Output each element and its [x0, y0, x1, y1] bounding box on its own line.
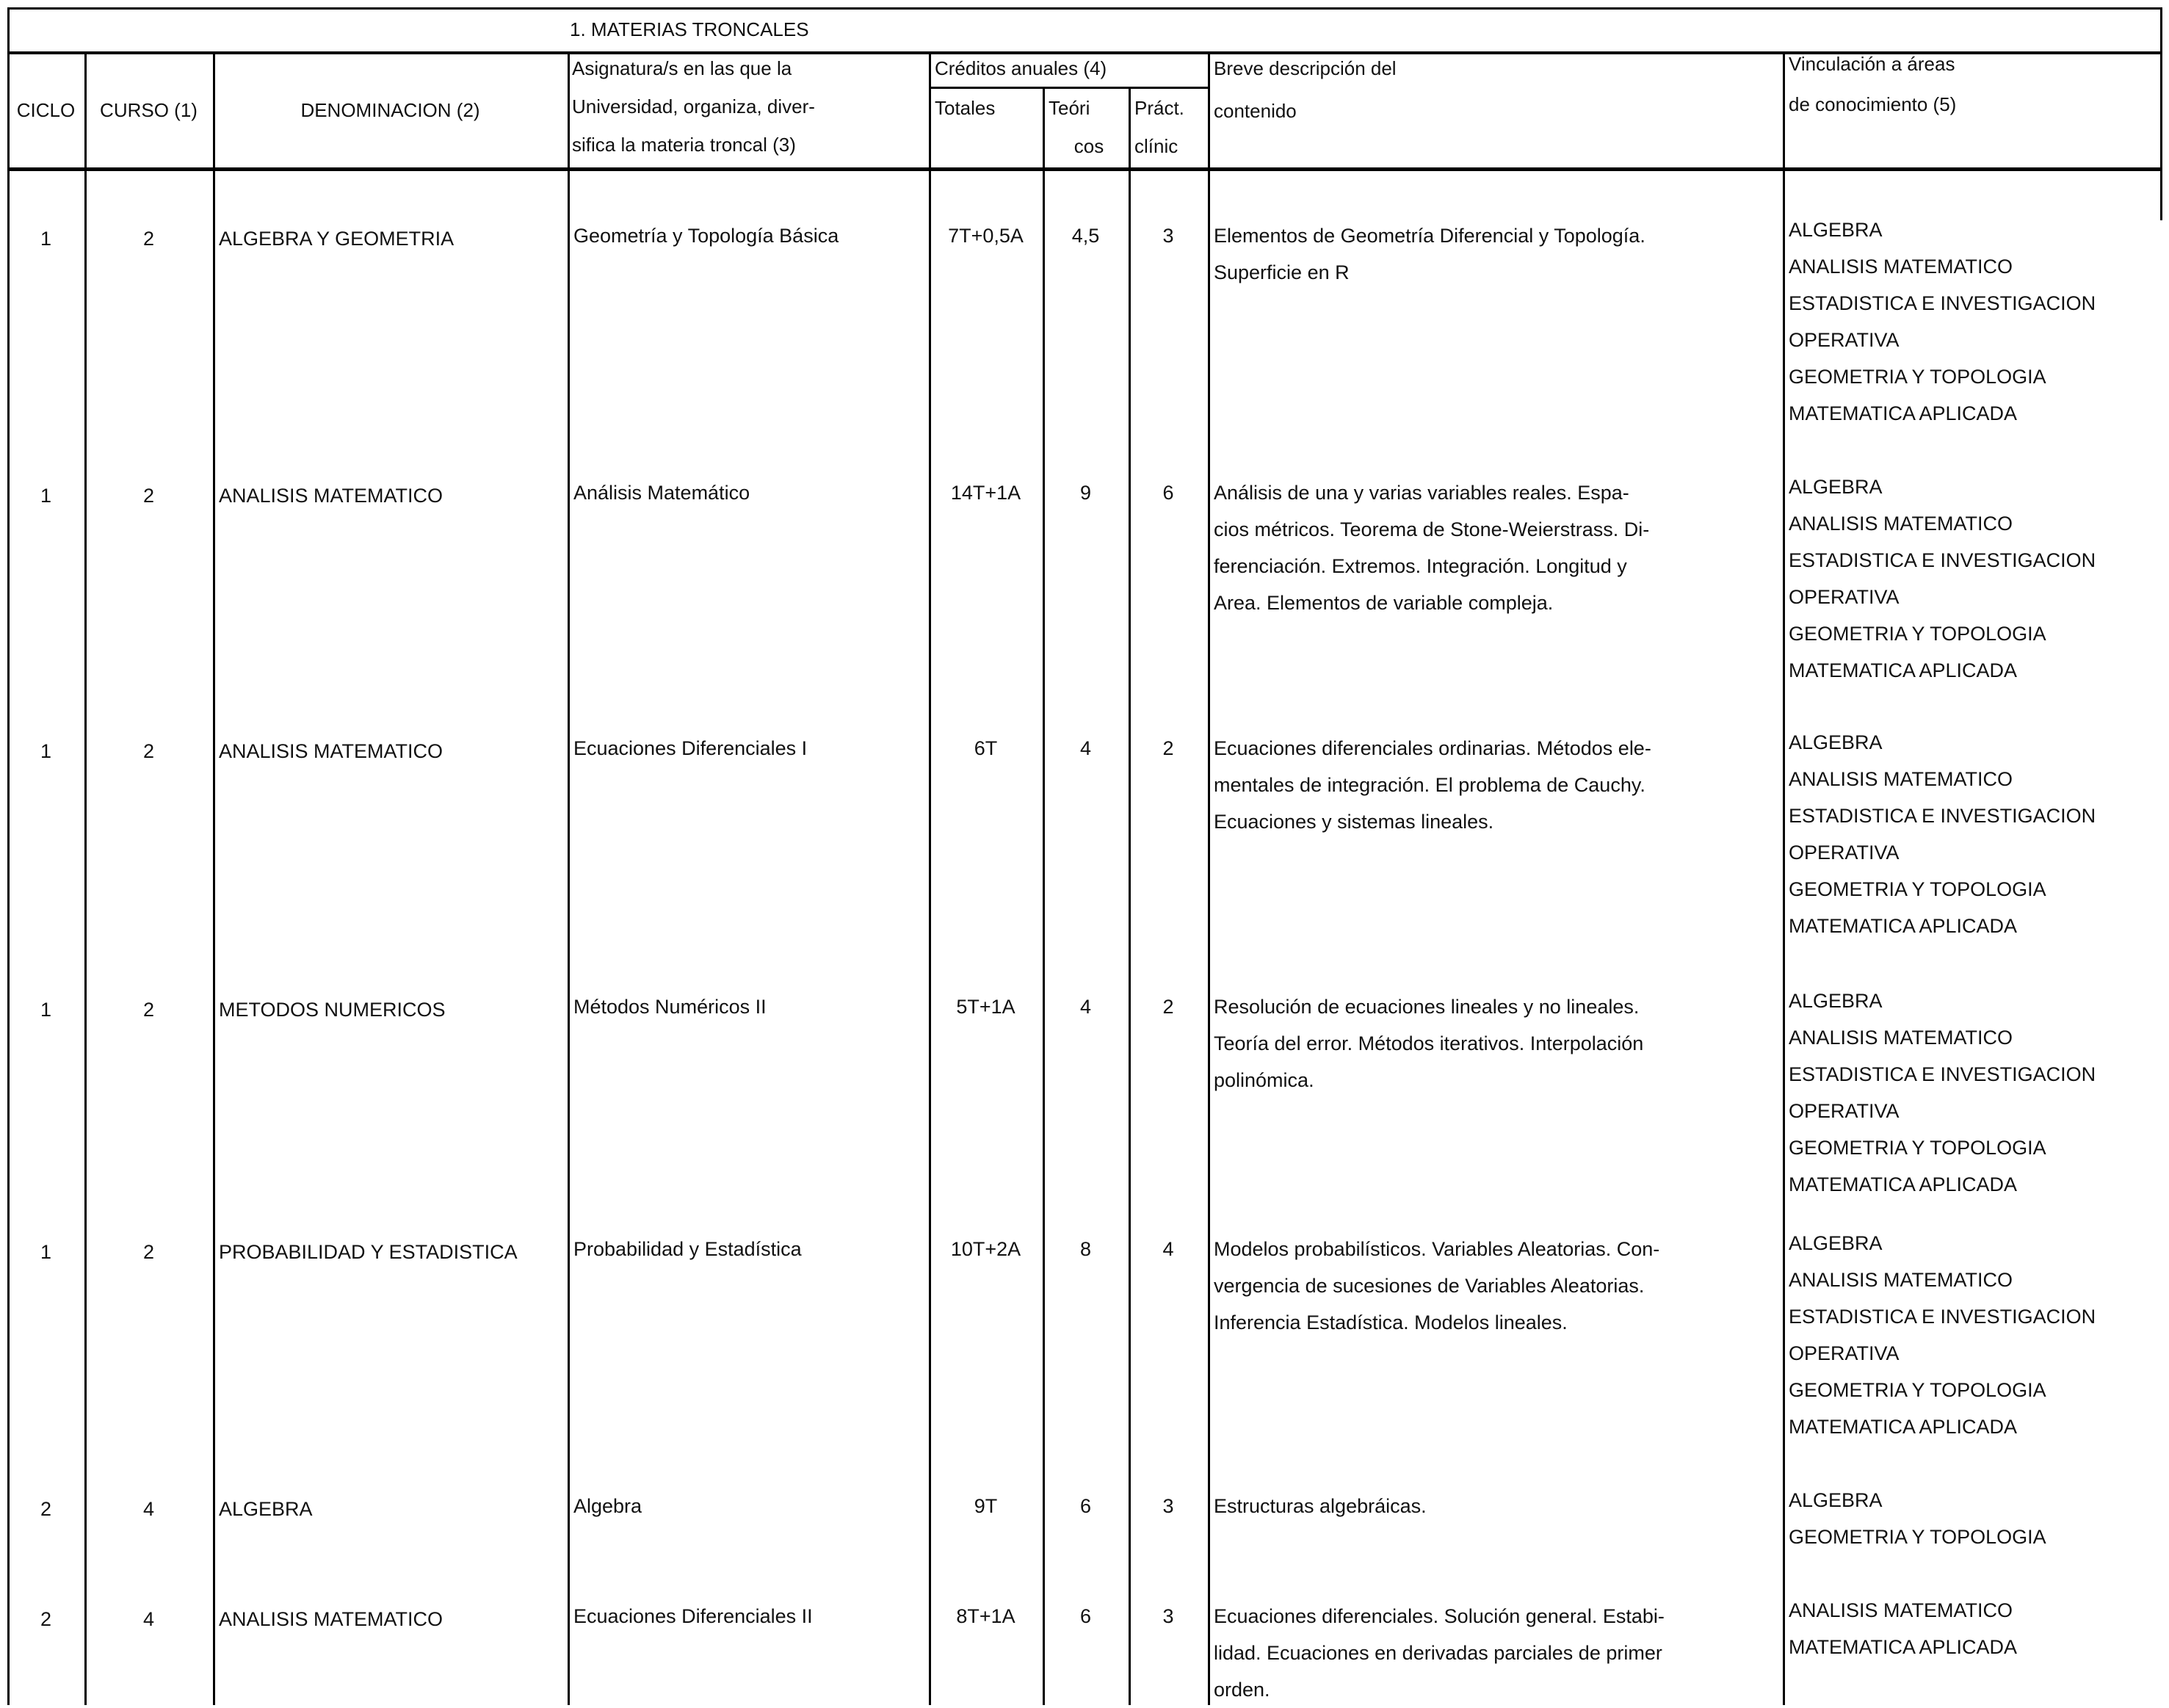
cell-curso: 4: [142, 1608, 155, 1630]
cell-ciclo: 1: [40, 999, 52, 1021]
header-denominacion: DENOMINACION (2): [300, 99, 480, 121]
cell-area-item: ANALISIS MATEMATICO: [1789, 513, 2013, 535]
cell-area-item: ANALISIS MATEMATICO: [1789, 1269, 2013, 1291]
cell-descripcion-line: Ecuaciones diferenciales. Solución general. Estabi-: [1214, 1605, 1665, 1627]
cell-curso: 2: [142, 740, 155, 762]
cell-ciclo: 2: [40, 1498, 52, 1520]
cell-curso: 2: [142, 999, 155, 1021]
header-vinculacion-line: Vinculación a áreas: [1789, 53, 1955, 75]
cell-descripcion-line: Modelos probabilísticos. Variables Aleatorias. Con-: [1214, 1238, 1660, 1260]
credits-subheader-rule: [929, 87, 1208, 89]
cell-area-item: GEOMETRIA Y TOPOLOGIA: [1789, 1379, 2046, 1401]
cell-totales: 7T+0,5A: [948, 225, 1024, 247]
cell-practicos: 2: [1162, 737, 1174, 759]
cell-area-item: ESTADISTICA E INVESTIGACION: [1789, 805, 2096, 827]
cell-teoricos: 6: [1079, 1495, 1092, 1517]
cell-area-item: ANALISIS MATEMATICO: [1789, 1027, 2013, 1049]
cell-totales: 8T+1A: [956, 1605, 1015, 1627]
col-sep-totales: [1043, 87, 1045, 1705]
header-asignatura-line: sifica la materia troncal (3): [572, 134, 796, 156]
cell-area-item: ALGEBRA: [1789, 1232, 1883, 1254]
col-sep-teoricos: [1129, 87, 1131, 1705]
cell-asignatura: Análisis Matemático: [573, 482, 750, 504]
cell-area-item: ESTADISTICA E INVESTIGACION: [1789, 1306, 2096, 1328]
cell-descripcion-line: Ecuaciones y sistemas lineales.: [1214, 811, 1494, 833]
cell-descripcion-line: Superficie en R: [1214, 261, 1350, 283]
cell-descripcion-line: lidad. Ecuaciones en derivadas parciales de primer: [1214, 1642, 1662, 1664]
col-sep-asignatura: [929, 51, 931, 1705]
cell-curso: 4: [142, 1498, 155, 1520]
header-totales: Totales: [935, 97, 996, 119]
cell-practicos: 2: [1162, 996, 1174, 1018]
cell-totales: 9T: [974, 1495, 998, 1517]
cell-area-item: OPERATIVA: [1789, 842, 1900, 864]
cell-teoricos: 6: [1079, 1605, 1092, 1627]
cell-area-item: ALGEBRA: [1789, 476, 1883, 498]
cell-area-item: MATEMATICA APLICADA: [1789, 402, 2018, 424]
cell-descripcion-line: Estructuras algebráicas.: [1214, 1495, 1427, 1517]
cell-descripcion-line: polinómica.: [1214, 1069, 1314, 1091]
cell-descripcion-line: Elementos de Geometría Diferencial y Topología.: [1214, 225, 1645, 247]
cell-area-item: ANALISIS MATEMATICO: [1789, 256, 2013, 278]
table-left-border: [7, 7, 10, 1705]
cell-teoricos: 9: [1079, 482, 1092, 504]
header-asignatura-line: Asignatura/s en las que la: [572, 57, 792, 79]
cell-ciclo: 1: [40, 1241, 52, 1263]
cell-descripcion-line: Ecuaciones diferenciales ordinarias. Métodos ele-: [1214, 737, 1651, 759]
section-title: 1. MATERIAS TRONCALES: [570, 18, 809, 40]
cell-practicos: 3: [1162, 225, 1174, 247]
cell-curso: 2: [142, 485, 155, 507]
cell-area-item: MATEMATICA APLICADA: [1789, 1636, 2018, 1658]
header-descripcion-line: contenido: [1214, 100, 1297, 122]
cell-denominacion: ANALISIS MATEMATICO: [219, 1608, 443, 1630]
cell-area-item: ESTADISTICA E INVESTIGACION: [1789, 1063, 2096, 1085]
cell-descripcion-line: vergencia de sucesiones de Variables Aleatorias.: [1214, 1275, 1645, 1297]
cell-teoricos: 4: [1079, 737, 1092, 759]
cell-practicos: 6: [1162, 482, 1174, 504]
header-vinculacion-line: de conocimiento (5): [1789, 93, 1957, 115]
cell-ciclo: 1: [40, 228, 52, 250]
header-separator: [7, 167, 2160, 171]
cell-area-item: GEOMETRIA Y TOPOLOGIA: [1789, 1526, 2046, 1548]
col-sep-denominacion: [568, 51, 570, 1705]
cell-practicos: 4: [1162, 1238, 1174, 1260]
cell-curso: 2: [142, 228, 155, 250]
cell-denominacion: ALGEBRA: [219, 1498, 313, 1520]
table-top-border: [7, 7, 2160, 10]
header-creditos: Créditos anuales (4): [935, 57, 1107, 79]
header-practicos-line: Práct.: [1134, 97, 1184, 119]
col-sep-practicos: [1208, 51, 1210, 1705]
cell-descripcion-line: Análisis de una y varias variables reales. Espa-: [1214, 482, 1629, 504]
col-sep-ciclo: [84, 51, 87, 1705]
cell-area-item: ANALISIS MATEMATICO: [1789, 1599, 2013, 1621]
cell-area-item: ALGEBRA: [1789, 1489, 1883, 1511]
cell-asignatura: Algebra: [573, 1495, 642, 1517]
cell-area-item: ALGEBRA: [1789, 990, 1883, 1012]
cell-totales: 6T: [974, 737, 998, 759]
cell-totales: 5T+1A: [956, 996, 1015, 1018]
cell-area-item: MATEMATICA APLICADA: [1789, 659, 2018, 681]
header-teoricos-line: cos: [1073, 135, 1104, 157]
cell-totales: 14T+1A: [950, 482, 1021, 504]
cell-denominacion: PROBABILIDAD Y ESTADISTICA: [219, 1241, 518, 1263]
cell-area-item: OPERATIVA: [1789, 586, 1900, 608]
header-ciclo: CICLO: [16, 99, 76, 121]
cell-curso: 2: [142, 1241, 155, 1263]
cell-area-item: GEOMETRIA Y TOPOLOGIA: [1789, 878, 2046, 900]
header-asignatura-line: Universidad, organiza, diver-: [572, 95, 815, 117]
cell-practicos: 3: [1162, 1495, 1174, 1517]
col-sep-descripcion: [1783, 51, 1785, 1705]
cell-asignatura: Métodos Numéricos II: [573, 996, 767, 1018]
cell-area-item: ALGEBRA: [1789, 219, 1883, 241]
cell-totales: 10T+2A: [950, 1238, 1021, 1260]
cell-descripcion-line: Teoría del error. Métodos iterativos. Interpolación: [1214, 1032, 1644, 1054]
cell-area-item: OPERATIVA: [1789, 329, 1900, 351]
cell-area-item: ESTADISTICA E INVESTIGACION: [1789, 549, 2096, 571]
cell-practicos: 3: [1162, 1605, 1174, 1627]
header-descripcion-line: Breve descripción del: [1214, 57, 1397, 79]
cell-denominacion: ANALISIS MATEMATICO: [219, 485, 443, 507]
cell-area-item: MATEMATICA APLICADA: [1789, 1173, 2018, 1195]
cell-area-item: GEOMETRIA Y TOPOLOGIA: [1789, 623, 2046, 645]
header-teoricos-line: Teóri: [1049, 97, 1090, 119]
col-sep-curso: [213, 51, 215, 1705]
cell-descripcion-line: Inferencia Estadística. Modelos lineales.: [1214, 1311, 1568, 1334]
cell-area-item: GEOMETRIA Y TOPOLOGIA: [1789, 1137, 2046, 1159]
cell-area-item: MATEMATICA APLICADA: [1789, 915, 2018, 937]
cell-ciclo: 2: [40, 1608, 52, 1630]
cell-descripcion-line: Area. Elementos de variable compleja.: [1214, 592, 1554, 614]
cell-area-item: ESTADISTICA E INVESTIGACION: [1789, 292, 2096, 314]
cell-asignatura: Ecuaciones Diferenciales I: [573, 737, 808, 759]
cell-descripcion-line: Resolución de ecuaciones lineales y no lineales.: [1214, 996, 1640, 1018]
header-curso: CURSO (1): [100, 99, 198, 121]
cell-descripcion-line: cios métricos. Teorema de Stone-Weierstrass. Di-: [1214, 518, 1650, 540]
cell-descripcion-line: ferenciación. Extremos. Integración. Longitud y: [1214, 555, 1627, 577]
cell-asignatura: Ecuaciones Diferenciales II: [573, 1605, 813, 1627]
cell-area-item: GEOMETRIA Y TOPOLOGIA: [1789, 366, 2046, 388]
cell-area-item: ALGEBRA: [1789, 731, 1883, 753]
cell-denominacion: ALGEBRA Y GEOMETRIA: [219, 228, 455, 250]
cell-area-item: OPERATIVA: [1789, 1100, 1900, 1122]
cell-teoricos: 4: [1079, 996, 1092, 1018]
table-right-border: [2160, 7, 2162, 220]
cell-area-item: MATEMATICA APLICADA: [1789, 1416, 2018, 1438]
cell-descripcion-line: orden.: [1214, 1679, 1270, 1701]
cell-ciclo: 1: [40, 485, 52, 507]
cell-teoricos: 4,5: [1071, 225, 1100, 247]
cell-area-item: OPERATIVA: [1789, 1342, 1900, 1364]
header-practicos-line: clínic: [1134, 135, 1178, 157]
cell-asignatura: Probabilidad y Estadística: [573, 1238, 802, 1260]
cell-area-item: ANALISIS MATEMATICO: [1789, 768, 2013, 790]
cell-denominacion: ANALISIS MATEMATICO: [219, 740, 443, 762]
cell-ciclo: 1: [40, 740, 52, 762]
cell-asignatura: Geometría y Topología Básica: [573, 225, 839, 247]
cell-descripcion-line: mentales de integración. El problema de Cauchy.: [1214, 774, 1645, 796]
cell-denominacion: METODOS NUMERICOS: [219, 999, 446, 1021]
cell-teoricos: 8: [1079, 1238, 1092, 1260]
